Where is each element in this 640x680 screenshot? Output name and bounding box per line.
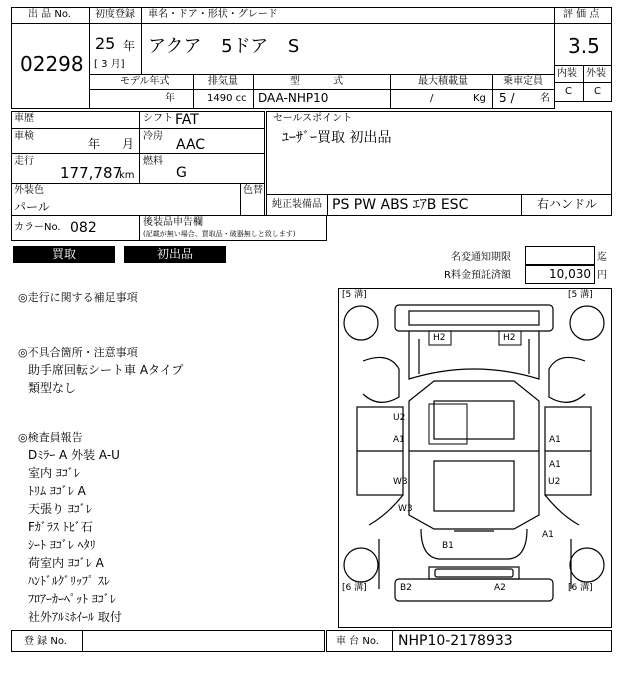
capacity-unit: 名 — [540, 93, 550, 104]
recycle-value: 10,030 — [549, 267, 591, 281]
tire-rear-left-depth: [6 溝] — [342, 583, 367, 593]
ac-label: 冷房 — [143, 131, 163, 142]
displacement-label: 排気量 — [208, 76, 238, 87]
name-change-unit: 迄 — [597, 252, 607, 263]
recycle-label: R料金預託済額 — [444, 270, 511, 281]
damage-mark: W3 — [393, 477, 408, 487]
tire-front-right-depth: [5 溝] — [568, 290, 593, 300]
inspector-line: ｼｰﾄ ﾖｺﾞﾚ ﾍﾀﾘ — [28, 538, 96, 552]
max-load-label: 最大積載量 — [418, 76, 468, 87]
equipment-label: 純正装備品 — [272, 199, 322, 210]
color-change-label: 色替 — [243, 185, 263, 196]
name-change-label: 名変通知期限 — [451, 252, 511, 263]
damage-mark: A1 — [393, 435, 405, 445]
lot-number: 02298 — [20, 52, 84, 76]
defect-line: 助手席回転シート車 Aタイプ — [28, 363, 184, 377]
chassis-label: 車 台 No. — [336, 636, 379, 647]
history-label: 車歴 — [14, 113, 34, 124]
mileage-value: 177,787 — [60, 164, 123, 182]
first-registration-year: 25 — [95, 34, 116, 53]
name-change-field — [525, 246, 595, 265]
capacity-value: 5 / — [499, 91, 515, 105]
defect-line: 類型なし — [28, 381, 77, 395]
recycle-unit: 円 — [597, 270, 607, 281]
max-load-value: / — [430, 93, 434, 104]
damage-mark: H2 — [433, 333, 446, 343]
damage-mark: U2 — [548, 477, 561, 487]
damage-mark: A1 — [542, 530, 554, 540]
model-year-value: 年 — [165, 93, 175, 104]
damage-mark: B2 — [400, 583, 412, 593]
inspector-line: Fｶﾞﾗｽ ﾄﾋﾞ石 — [28, 520, 93, 534]
first-registration-month: [ 3 月] — [94, 59, 125, 70]
inspection-label: 車検 — [14, 131, 34, 142]
spec-block — [11, 111, 265, 184]
damage-mark: A1 — [549, 435, 561, 445]
shift-value: FAT — [175, 112, 199, 128]
damage-mark: U2 — [393, 413, 406, 423]
tire-front-left-depth: [5 溝] — [342, 290, 367, 300]
car-name: アクア 5ドア S — [148, 36, 300, 57]
sales-point-label: セールスポイント — [273, 113, 353, 124]
first-listing-badge: 初出品 — [124, 246, 226, 263]
lot-number-label: 出 品 No. — [28, 9, 71, 20]
defect-notes-label: ◎不具合箇所・注意事項 — [18, 346, 138, 359]
damage-mark: H2 — [503, 333, 516, 343]
inspector-line: ﾊﾝﾄﾞﾙｸﾞﾘｯﾌﾟ ｽﾚ — [28, 574, 110, 588]
inspector-line: 社外ｱﾙﾐﾎｲｰﾙ 取付 — [28, 610, 122, 624]
inspector-line: ﾌﾛｱｰｶｰﾍﾟｯﾄ ﾖｺﾞﾚ — [28, 592, 116, 606]
exterior-label: 外装 — [586, 68, 606, 79]
model-type-value: DAA-NHP10 — [258, 91, 329, 105]
color-value: パール — [14, 200, 50, 214]
buy-badge: 買取 — [13, 246, 115, 263]
inspector-line: Dﾐﾗｰ A 外装 A-U — [28, 448, 120, 462]
first-registration-label: 初度登録 — [95, 9, 135, 20]
registration-label: 登 録 No. — [24, 636, 67, 647]
model-year-label: モデル年式 — [120, 76, 170, 87]
mileage-label: 走行 — [14, 156, 34, 167]
ac-value: AAC — [176, 137, 206, 153]
color-number-label: カラーNo. — [14, 222, 61, 233]
chassis-number: NHP10-2178933 — [398, 633, 513, 649]
handle-value: 右ハンドル — [537, 197, 598, 211]
interior-label: 内装 — [557, 68, 577, 79]
inspector-line: 天張り ﾖｺﾞﾚ — [28, 502, 92, 516]
damage-mark: A1 — [549, 460, 561, 470]
inspection-year: 年 — [88, 137, 101, 151]
mileage-unit: km — [119, 170, 135, 181]
fuel-value: G — [176, 165, 187, 181]
inspector-line: 室内 ﾖｺﾞﾚ — [28, 466, 80, 480]
overall-grade: 3.5 — [568, 34, 600, 58]
car-name-label: 車名・ドア・形状・グレード — [148, 9, 278, 20]
color-number-value: 082 — [70, 220, 97, 236]
displacement-value: 1490 cc — [207, 93, 247, 104]
tire-rear-right-depth: [6 溝] — [568, 583, 593, 593]
shift-label: シフト — [143, 113, 173, 124]
aftermarket-note: (記載が無い場合、買取品・破器無しと致します) — [143, 230, 296, 238]
car-diagram — [339, 289, 611, 627]
first-registration-year-unit: 年 — [123, 39, 136, 53]
drive-notes-label: ◎走行に関する補足事項 — [18, 291, 138, 304]
color-label: 外装色 — [14, 185, 44, 196]
damage-mark: B1 — [442, 541, 454, 551]
aftermarket-label: 後装品申告欄 — [143, 217, 203, 228]
max-load-unit: Kg — [473, 93, 486, 104]
model-type-label: 型 式 — [290, 76, 344, 87]
interior-grade: C — [565, 86, 572, 97]
equipment-value: PS PW ABS ｴｱB ESC — [332, 197, 469, 213]
damage-mark: W3 — [398, 504, 413, 514]
damage-mark: A2 — [494, 583, 506, 593]
fuel-label: 燃料 — [143, 156, 163, 167]
sales-point-value: ﾕｰｻﾞｰ買取 初出品 — [282, 130, 392, 146]
inspector-line: 荷室内 ﾖｺﾞﾚ A — [28, 556, 104, 570]
exterior-grade: C — [594, 86, 601, 97]
inspector-report-label: ◎検査員報告 — [18, 431, 83, 444]
car-diagram-frame — [338, 288, 612, 628]
inspector-line: ﾄﾘﾑ ﾖｺﾞﾚ A — [28, 484, 86, 498]
grade-label: 評 価 点 — [563, 9, 600, 20]
inspection-month: 月 — [122, 137, 135, 151]
capacity-label: 乗車定員 — [503, 76, 543, 87]
